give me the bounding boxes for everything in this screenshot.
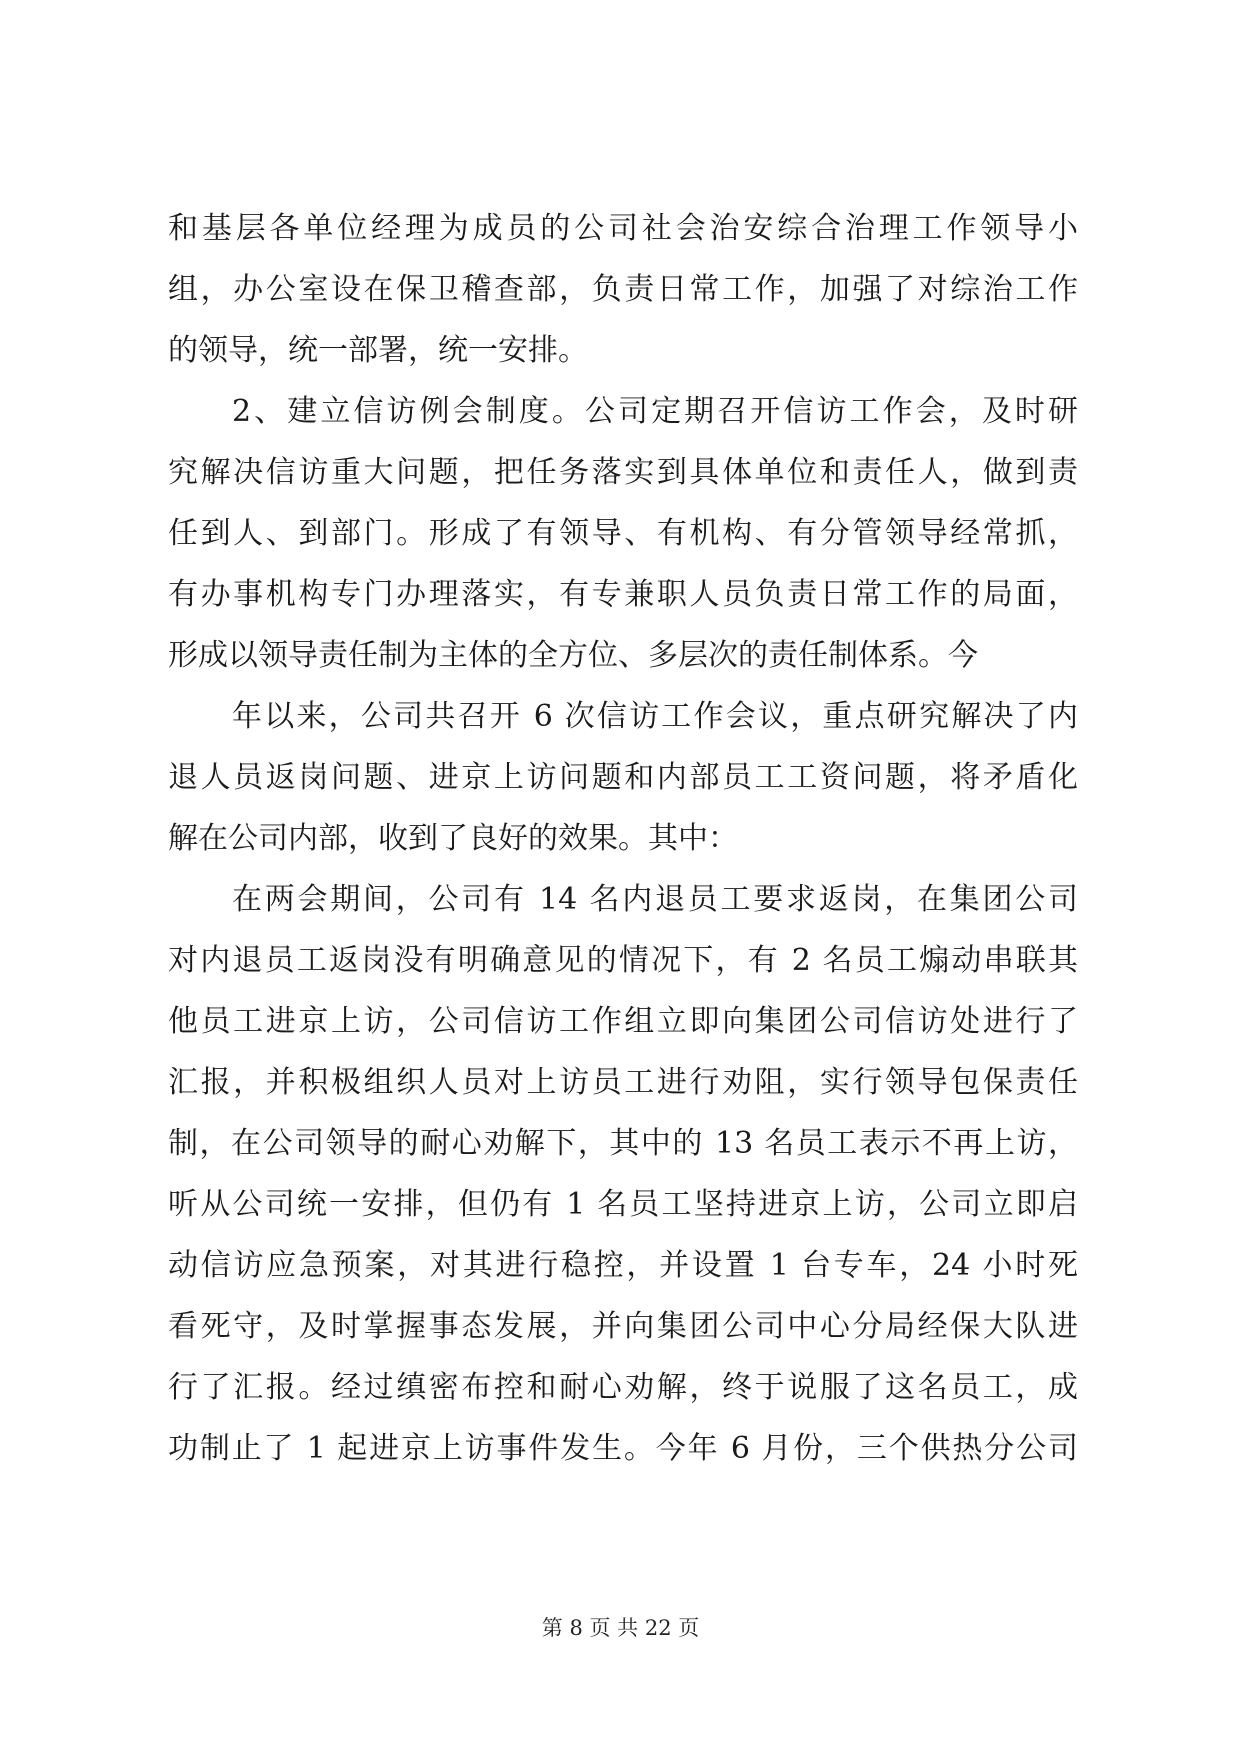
text-line-16: 制，在公司领导的耐心劝解下，其中的 13 名员工表示不再上访，	[168, 1126, 1078, 1161]
text-line-17: 听从公司统一安排，但仍有 1 名员工坚持进京上访，公司立即启	[168, 1187, 1078, 1222]
text-line-10: 退人员返岗问题、进京上访问题和内部员工工资问题，将矛盾化	[168, 760, 1078, 795]
text-line-1: 和基层各单位经理为成员的公司社会治安综合治理工作领导小	[168, 211, 1078, 246]
text-line-21: 功制止了 1 起进京上访事件发生。今年 6 月份，三个供热分公司	[168, 1431, 1078, 1466]
text-line-4: 2、建立信访例会制度。公司定期召开信访工作会，及时研	[232, 394, 1078, 429]
text-line-14: 他员工进京上访，公司信访工作组立即向集团公司信访处进行了	[168, 1004, 1078, 1039]
text-line-5: 究解决信访重大问题，把任务落实到具体单位和责任人，做到责	[168, 455, 1078, 490]
text-line-9: 年以来，公司共召开 6 次信访工作会议，重点研究解决了内	[232, 699, 1078, 734]
text-line-18: 动信访应急预案，对其进行稳控，并设置 1 台专车，24 小时死	[168, 1248, 1078, 1283]
text-line-19: 看死守，及时掌握事态发展，并向集团公司中心分局经保大队进	[168, 1309, 1078, 1344]
text-line-11: 解在公司内部，收到了良好的效果。其中：	[168, 821, 738, 856]
text-line-15: 汇报，并积极组织人员对上访员工进行劝阻，实行领导包保责任	[168, 1065, 1078, 1100]
page-number-footer: 第 8 页 共 22 页	[541, 1616, 700, 1640]
text-line-2: 组，办公室设在保卫稽查部，负责日常工作，加强了对综治工作	[168, 272, 1078, 307]
text-line-3: 的领导，统一部署，统一安排。	[168, 333, 588, 368]
text-line-12: 在两会期间，公司有 14 名内退员工要求返岗，在集团公司	[232, 882, 1078, 917]
text-line-7: 有办事机构专门办理落实，有专兼职人员负责日常工作的局面，	[168, 577, 1078, 612]
text-line-13: 对内退员工返岗没有明确意见的情况下，有 2 名员工煽动串联其	[168, 943, 1078, 978]
text-line-20: 行了汇报。经过缜密布控和耐心劝解，终于说服了这名员工，成	[168, 1370, 1078, 1405]
text-line-6: 任到人、到部门。形成了有领导、有机构、有分管领导经常抓，	[168, 516, 1078, 551]
text-line-8: 形成以领导责任制为主体的全方位、多层次的责任制体系。今	[168, 638, 978, 673]
